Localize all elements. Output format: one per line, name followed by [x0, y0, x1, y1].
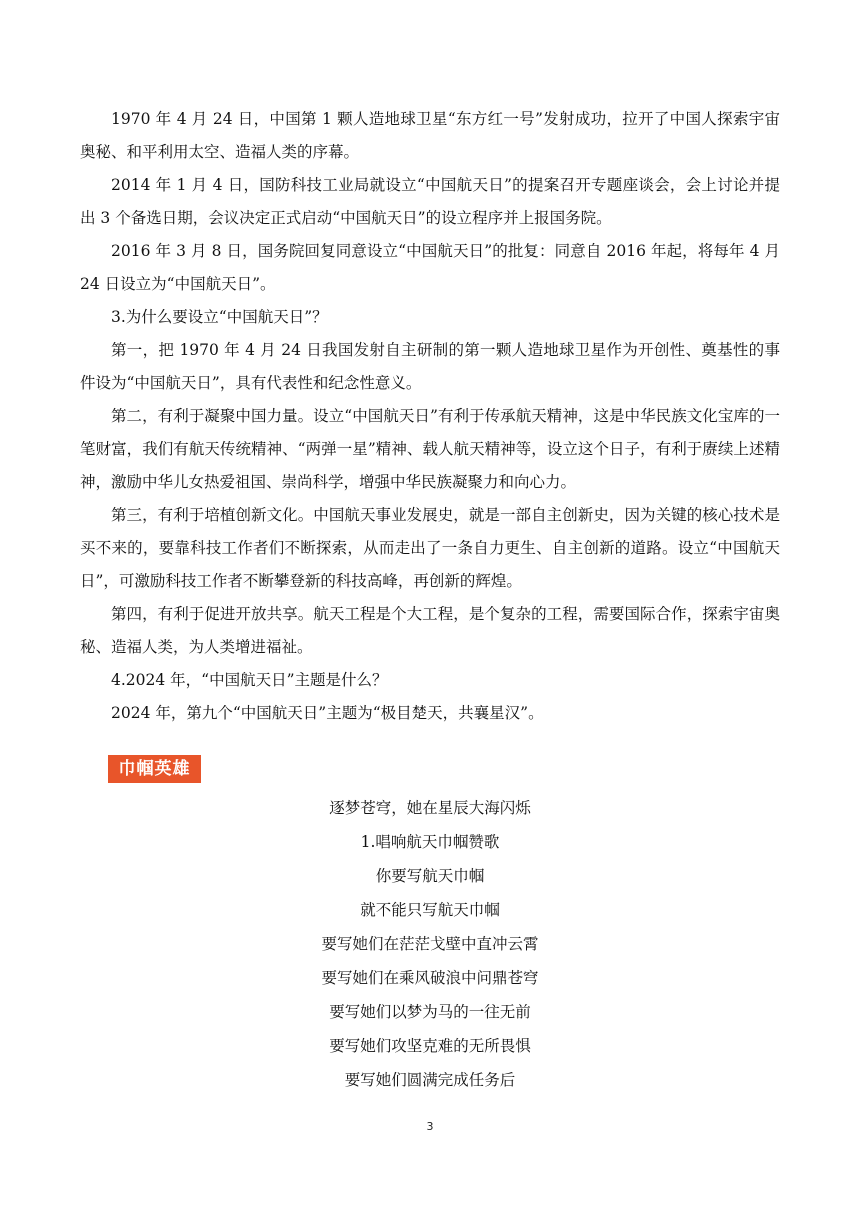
paragraph-second-reason: 第二，有利于凝聚中国力量。设立“中国航天日”有利于传承航天精神，这是中华民族文化宝库的一笔财富，我们有航天传统精神、“两弹一星”精神、载人航天精神等，设立这个日子，有利于赓续上述精神，激励中华儿女热爱祖国、崇尚科学，增强中华民族凝聚力和向心力。 [80, 407, 780, 491]
poem-subtitle: 1.唱响航天巾帼赞歌 [360, 833, 500, 851]
paragraph-third-reason: 第三，有利于培植创新文化。中国航天事业发展史，就是一部自主创新史，因为关键的核心技术是买不来的，要靠科技工作者们不断探索，从而走出了一条自力更生、自主创新的道路。设立“中国航天日”，可激励科技工作者不断攀登新的科技高峰，再创新的辉煌。 [80, 506, 780, 590]
poem-line: 要写她们在茫茫戈壁中直冲云霄 [321, 935, 539, 953]
paragraph-2016-approval: 2016 年 3 月 8 日，国务院回复同意设立“中国航天日”的批复：同意自 2016 年起，将每年 4 月 24 日设立为“中国航天日”。 [80, 242, 780, 293]
paragraph-dongfanghong: 1970 年 4 月 24 日，中国第 1 颗人造地球卫星“东方红一号”发射成功，拉开了中国人探索宇宙奥秘、和平利用太空、造福人类的序幕。 [80, 110, 780, 161]
paragraph-fourth-reason: 第四，有利于促进开放共享。航天工程是个大工程，是个复杂的工程，需要国际合作，探索宇宙奥秘、造福人类，为人类增进福祉。 [80, 605, 780, 656]
paragraph-first-reason: 第一，把 1970 年 4 月 24 日我国发射自主研制的第一颗人造地球卫星作为开创性、奠基性的事件设为“中国航天日”，具有代表性和纪念性意义。 [80, 341, 780, 392]
poem-line: 要写她们攻坚克难的无所畏惧 [329, 1037, 531, 1055]
poem-title: 逐梦苍穹，她在星辰大海闪烁 [329, 799, 531, 817]
poem-line: 就不能只写航天巾帼 [360, 901, 500, 919]
question-heading-4: 4.2024 年，“中国航天日”主题是什么？ [111, 671, 388, 689]
question-heading-3: 3.为什么要设立“中国航天日”？ [111, 308, 328, 326]
poem-line: 你要写航天巾帼 [375, 867, 485, 885]
paragraph-2024-theme: 2024 年，第九个“中国航天日”主题为“极目楚天，共襄星汉”。 [111, 704, 544, 722]
page-number: 3 [426, 1120, 434, 1133]
paragraph-2014-meeting: 2014 年 1 月 4 日，国防科技工业局就设立“中国航天日”的提案召开专题座谈会，会上讨论并提出 3 个备选日期，会议决定正式启动“中国航天日”的设立程序并上报国务院。 [80, 176, 780, 227]
section-badge: 巾帼英雄 [108, 755, 201, 783]
poem-line: 要写她们在乘风破浪中问鼎苍穹 [321, 969, 539, 987]
poem-line: 要写她们圆满完成任务后 [344, 1071, 516, 1089]
poem-line: 要写她们以梦为马的一往无前 [329, 1003, 531, 1021]
